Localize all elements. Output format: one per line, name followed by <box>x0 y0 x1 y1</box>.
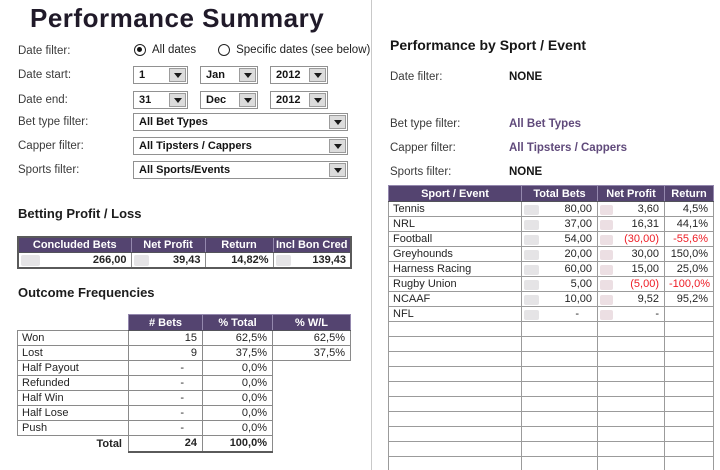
empty-row <box>389 427 714 442</box>
databar <box>600 235 613 246</box>
empty-cell <box>389 322 522 337</box>
sport-row <box>389 217 714 232</box>
r-date-filter-label: Date filter: <box>390 71 443 83</box>
databar <box>600 250 613 261</box>
empty-row <box>389 352 714 367</box>
start-day-value: 1 <box>139 69 146 81</box>
empty-cell <box>665 322 714 337</box>
incl-bon-cred-value: 139,43 <box>273 252 351 268</box>
empty-cell <box>665 412 714 427</box>
empty-cell <box>522 367 598 382</box>
databar <box>524 250 539 261</box>
total-pct-value: 100,0% <box>203 436 273 452</box>
end-day-value: 31 <box>139 94 152 106</box>
empty-cell <box>522 412 598 427</box>
empty-cell <box>522 397 598 412</box>
return-cell: 95,2% <box>665 292 714 307</box>
profit-loss-heading: Betting Profit / Loss <box>18 206 142 221</box>
empty-cell <box>389 382 522 397</box>
empty-cell <box>665 427 714 442</box>
total-bets-cell: 80,00 <box>522 202 598 217</box>
outcome-total-row <box>18 436 351 452</box>
sports-filter-label: Sports filter: <box>18 164 80 176</box>
empty-cell <box>665 352 714 367</box>
outcome-label-cell: Half Payout <box>18 361 129 376</box>
total-label: Total <box>96 437 122 450</box>
specific-dates-radio[interactable] <box>218 44 230 56</box>
date-filter-radio-group <box>134 44 370 56</box>
sport-row <box>389 247 714 262</box>
empty-cell <box>389 427 522 442</box>
return-cell: 44,1% <box>665 217 714 232</box>
outcome-bets-cell: 9 <box>129 346 203 361</box>
capper-filter-label: Capper filter: <box>18 140 84 152</box>
outcome-total-cell: 0,0% <box>203 376 273 391</box>
chevron-down-icon[interactable] <box>329 115 346 129</box>
page-title: Performance Summary <box>30 3 325 33</box>
empty-row <box>389 397 714 412</box>
header-row <box>18 315 351 331</box>
chevron-down-icon[interactable] <box>169 68 186 82</box>
return-cell: 25,0% <box>665 262 714 277</box>
chevron-down-icon[interactable] <box>329 139 346 153</box>
empty-cell <box>598 427 665 442</box>
r-bet-type-filter-label: Bet type filter: <box>390 118 461 130</box>
end-month-dropdown[interactable] <box>200 91 258 109</box>
all-dates-radio[interactable] <box>134 44 146 56</box>
capper-value: All Tipsters / Cappers <box>139 140 252 152</box>
empty-cell <box>665 442 714 457</box>
outcome-bets-cell: - <box>129 421 203 436</box>
outcome-label-cell: Won <box>18 331 129 346</box>
empty-row <box>389 367 714 382</box>
databar <box>600 265 613 276</box>
return-cell <box>665 307 714 322</box>
bets-header: # Bets <box>129 315 203 331</box>
end-year-value: 2012 <box>276 94 301 106</box>
concluded-bets-value: 266,00 <box>18 252 131 268</box>
databar <box>524 265 539 276</box>
start-year-dropdown[interactable] <box>270 66 328 84</box>
sport-row <box>389 277 714 292</box>
empty-row <box>389 442 714 457</box>
outcome-total-cell: 0,0% <box>203 391 273 406</box>
outcome-bets-cell: 15 <box>129 331 203 346</box>
bet-type-filter-label: Bet type filter: <box>18 116 89 128</box>
empty-cell <box>665 397 714 412</box>
r-capper-filter-value: All Tipsters / Cappers <box>509 142 628 154</box>
date-start-label: Date start: <box>18 69 72 81</box>
net-profit-cell: 9,52 <box>598 292 665 307</box>
chevron-down-icon[interactable] <box>169 93 186 107</box>
sport-row <box>389 232 714 247</box>
bet-type-dropdown[interactable] <box>133 113 348 131</box>
empty-row <box>389 322 714 337</box>
outcome-bets-cell: - <box>129 376 203 391</box>
outcome-row <box>18 361 351 376</box>
total-bets-cell: - <box>522 307 598 322</box>
total-bets-cell: 20,00 <box>522 247 598 262</box>
r-capper-filter-label: Capper filter: <box>390 142 456 154</box>
empty-cell <box>598 457 665 470</box>
outcome-wl-cell: 62,5% <box>273 331 351 346</box>
sport-row <box>389 307 714 322</box>
sport-row <box>389 202 714 217</box>
date-end-label: Date end: <box>18 94 68 106</box>
empty-cell <box>522 457 598 470</box>
r-sports-filter-label: Sports filter: <box>390 166 452 178</box>
databar <box>600 220 613 231</box>
empty-cell <box>389 367 522 382</box>
net-profit-cell: 16,31 <box>598 217 665 232</box>
outcome-wl-cell: 37,5% <box>273 346 351 361</box>
outcome-frequencies-table <box>17 314 351 453</box>
empty-cell <box>598 337 665 352</box>
outcome-row <box>18 346 351 361</box>
empty-cell <box>665 337 714 352</box>
databar <box>21 255 40 266</box>
empty-cell <box>598 442 665 457</box>
r-date-filter-value: NONE <box>509 71 543 83</box>
empty-cell <box>598 367 665 382</box>
empty-cell <box>389 337 522 352</box>
panel-divider <box>371 0 372 470</box>
total-bets-header: Total Bets <box>522 186 598 202</box>
empty-cell <box>598 397 665 412</box>
net-profit-cell: 30,00 <box>598 247 665 262</box>
outcome-row <box>18 391 351 406</box>
empty-cell <box>389 457 522 470</box>
outcome-frequencies-heading: Outcome Frequencies <box>18 285 155 300</box>
databar <box>600 295 613 306</box>
empty-cell <box>522 442 598 457</box>
net-profit-value: 39,43 <box>131 252 205 268</box>
empty-cell <box>389 397 522 412</box>
values-row <box>18 252 351 268</box>
net-profit-header: Net Profit <box>598 186 665 202</box>
empty-cell <box>389 442 522 457</box>
empty-row <box>389 337 714 352</box>
start-day-dropdown[interactable] <box>133 66 188 84</box>
empty-cell <box>522 322 598 337</box>
empty-cell <box>665 457 714 470</box>
blank-header <box>18 315 129 331</box>
empty-cell <box>522 352 598 367</box>
total-bets-cell: 54,00 <box>522 232 598 247</box>
empty-cell <box>665 367 714 382</box>
total-bets-cell: 37,00 <box>522 217 598 232</box>
outcome-label-cell: Half Lose <box>18 406 129 421</box>
sport-cell: Harness Racing <box>389 262 522 277</box>
sport-cell: Tennis <box>389 202 522 217</box>
start-month-value: Jan <box>206 69 225 81</box>
specific-dates-radio-label: Specific dates (see below) <box>236 44 371 56</box>
wl-pct-header: % W/L <box>273 315 351 331</box>
outcome-wl-cell <box>273 376 351 391</box>
total-bets-value: 24 <box>129 436 203 452</box>
total-bets-cell: 5,00 <box>522 277 598 292</box>
r-bet-type-filter-value: All Bet Types <box>509 118 581 130</box>
sports-value: All Sports/Events <box>139 164 231 176</box>
empty-cell <box>522 337 598 352</box>
sport-cell: Rugby Union <box>389 277 522 292</box>
net-profit-cell: (30,00) <box>598 232 665 247</box>
sport-event-heading: Performance by Sport / Event <box>390 37 587 53</box>
header-row <box>18 237 351 252</box>
total-bets-cell: 60,00 <box>522 262 598 277</box>
empty-cell <box>598 412 665 427</box>
empty-row <box>389 457 714 470</box>
outcome-label-cell: Half Win <box>18 391 129 406</box>
total-pct-header: % Total <box>203 315 273 331</box>
outcome-label-cell: Refunded <box>18 376 129 391</box>
incl-bon-cred-header: Incl Bon Cred <box>273 237 351 252</box>
chevron-down-icon[interactable] <box>329 163 346 177</box>
empty-cell <box>598 352 665 367</box>
sport-row <box>389 292 714 307</box>
return-value: 14,82% <box>205 252 273 268</box>
empty-row <box>389 382 714 397</box>
concluded-bets-header: Concluded Bets <box>18 237 131 252</box>
databar <box>524 235 539 246</box>
capper-dropdown[interactable] <box>133 137 348 155</box>
outcome-bets-cell: - <box>129 391 203 406</box>
outcome-total-cell: 0,0% <box>203 361 273 376</box>
outcome-bets-cell: - <box>129 361 203 376</box>
outcome-wl-cell <box>273 421 351 436</box>
r-sports-filter-value: NONE <box>509 166 543 178</box>
date-filter-label: Date filter: <box>18 45 71 57</box>
outcome-total-cell: 0,0% <box>203 406 273 421</box>
return-header: Return <box>205 237 273 252</box>
sport-event-header: Sport / Event <box>389 186 522 202</box>
profit-loss-table <box>17 236 352 269</box>
outcome-row <box>18 331 351 346</box>
return-cell: -55,6% <box>665 232 714 247</box>
net-profit-cell: 15,00 <box>598 262 665 277</box>
return-cell: 150,0% <box>665 247 714 262</box>
databar <box>524 280 539 291</box>
chevron-down-icon[interactable] <box>309 68 326 82</box>
databar <box>600 280 613 291</box>
chevron-down-icon[interactable] <box>239 93 256 107</box>
outcome-total-cell: 62,5% <box>203 331 273 346</box>
sports-dropdown[interactable] <box>133 161 348 179</box>
return-cell: 4,5% <box>665 202 714 217</box>
end-month-value: Dec <box>206 94 227 106</box>
outcome-row <box>18 376 351 391</box>
empty-row <box>389 412 714 427</box>
sport-cell: Football <box>389 232 522 247</box>
outcome-row <box>18 421 351 436</box>
databar <box>524 205 539 216</box>
sport-cell: NFL <box>389 307 522 322</box>
empty-cell <box>665 382 714 397</box>
outcome-label-cell: Lost <box>18 346 129 361</box>
end-year-dropdown[interactable] <box>270 91 328 109</box>
net-profit-cell: (5,00) <box>598 277 665 292</box>
outcome-bets-cell: - <box>129 406 203 421</box>
sport-cell: NRL <box>389 217 522 232</box>
total-bets-cell: 10,00 <box>522 292 598 307</box>
empty-cell <box>522 382 598 397</box>
sport-cell: Greyhounds <box>389 247 522 262</box>
start-month-dropdown[interactable] <box>200 66 258 84</box>
net-profit-cell: 3,60 <box>598 202 665 217</box>
empty-cell <box>598 382 665 397</box>
start-year-value: 2012 <box>276 69 301 81</box>
databar <box>524 220 539 231</box>
empty-cell <box>273 436 351 452</box>
all-dates-radio-label: All dates <box>152 44 197 56</box>
chevron-down-icon[interactable] <box>309 93 326 107</box>
empty-cell <box>389 352 522 367</box>
outcome-wl-cell <box>273 361 351 376</box>
databar <box>600 310 613 321</box>
databar <box>524 295 539 306</box>
databar <box>276 255 291 266</box>
databar <box>524 310 539 321</box>
return-header: Return <box>665 186 714 202</box>
outcome-total-cell: 37,5% <box>203 346 273 361</box>
chevron-down-icon[interactable] <box>239 68 256 82</box>
empty-cell <box>598 322 665 337</box>
sport-event-table <box>388 185 714 470</box>
return-cell: -100,0% <box>665 277 714 292</box>
outcome-row <box>18 406 351 421</box>
net-profit-cell: - <box>598 307 665 322</box>
sport-cell: NCAAF <box>389 292 522 307</box>
sport-row <box>389 262 714 277</box>
outcome-label-cell: Push <box>18 421 129 436</box>
empty-cell <box>389 412 522 427</box>
outcome-wl-cell <box>273 391 351 406</box>
databar <box>600 205 613 216</box>
header-row <box>389 186 714 202</box>
end-day-dropdown[interactable] <box>133 91 188 109</box>
bet-type-value: All Bet Types <box>139 116 208 128</box>
empty-cell <box>522 427 598 442</box>
outcome-total-cell: 0,0% <box>203 421 273 436</box>
outcome-wl-cell <box>273 406 351 421</box>
net-profit-header: Net Profit <box>131 237 205 252</box>
databar <box>134 255 149 266</box>
